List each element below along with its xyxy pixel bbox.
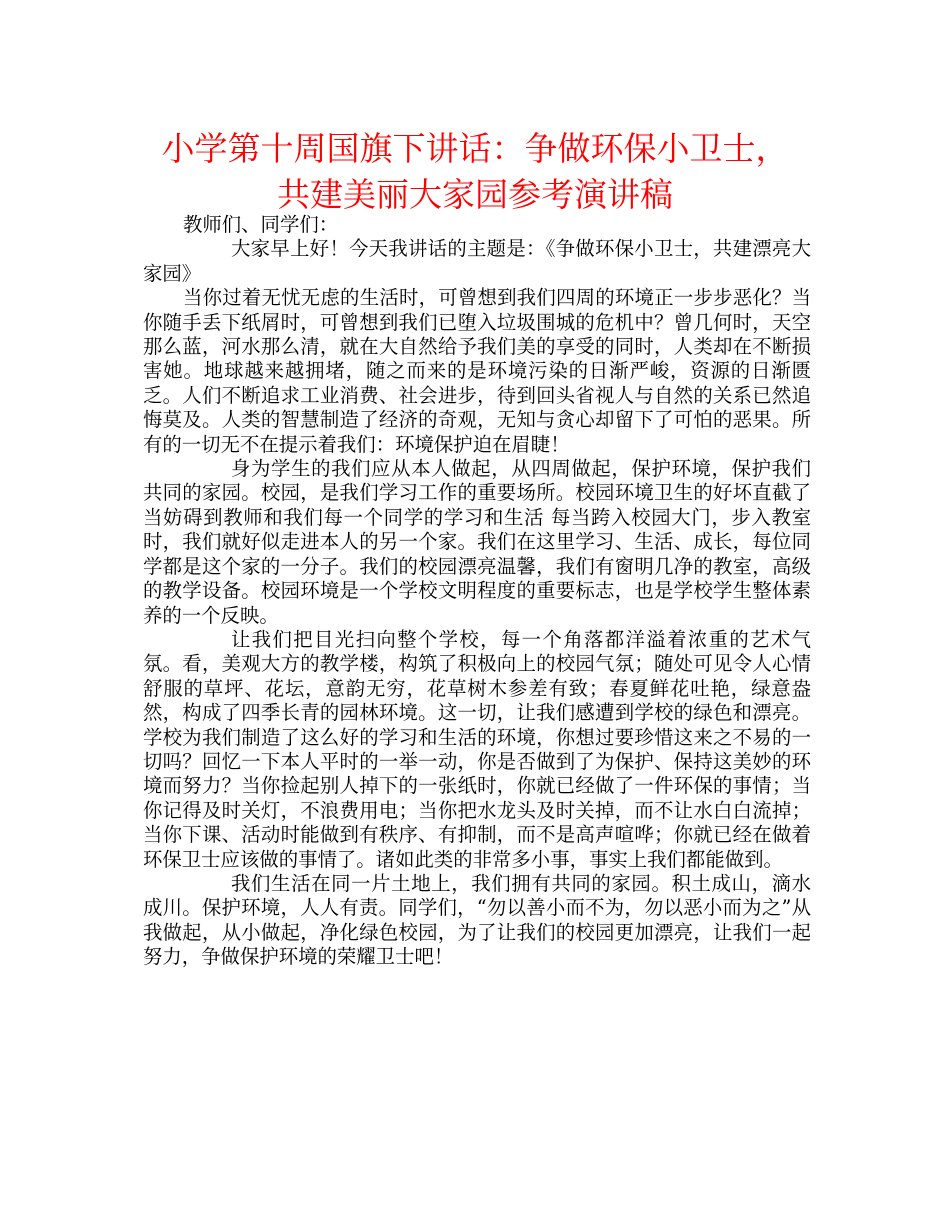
document-title-line-2: 共建美丽大家园参考演讲稿 [277, 175, 673, 214]
greeting-line: 教师们、同学们： [183, 213, 339, 236]
paragraph-environment-crisis: 当你过着无忧无虑的生活时，可曾想到我们四周的环境正一步步恶化？当你随手丢下纸屑时，可曾想到我们已堕入垃圾围城的危机中？曾几何时，天空那么蓝，河水那么清，就在大自然给予我们美的享受的同时，人类却在不断损害她。地球越来越拥堵，随之而来的是环境污染的日渐严峻，资源的日渐匮乏。人们不断追求工业消费、社会进步，待到回头省视人与自然的关系已然追悔莫及。人类的智慧制造了经济的奇观，无知与贪心却留下了可怕的恶果。所有的一切无不在提示着我们：环境保护迫在眉睫！ [143, 286, 811, 456]
paragraph-campus-beauty: 让我们把目光扫向整个学校，每一个角落都洋溢着浓重的艺术气氛。看，美观大方的教学楼，构筑了积极向上的校园气氛；随处可见令人心情舒服的草坪、花坛，意韵无穷，花草树木参差有致；春夏鲜花吐艳，绿意盎然，构成了四季长青的园林环境。这一切，让我们感遭到学校的绿色和漂亮。学校为我们制造了这么好的学习和生活的环境，你想过要珍惜这来之不易的一切吗？回忆一下本人平时的一举一动，你是否做到了为保护、保持这美妙的环境而努力？当你捡起别人掉下的一张纸时，你就已经做了一件环保的事情；当你记得及时关灯，不浪费用电；当你把水龙头及时关掉，而不让水白白流掉；当你下课、活动时能做到有秩序、有抑制，而不是高声喧哗；你就已经在做着环保卫士应该做的事情了。诸如此类的非常多小事，事实上我们都能做到。 [143, 627, 811, 871]
paragraph-campus-home: 身为学生的我们应从本人做起，从四周做起，保护环境，保护我们共同的家园。校园，是我们学习工作的重要场所。校园环境卫生的好坏直截了当妨碍到教师和我们每一个同学的学习和生活 每当跨入校园大门，步入教室时，我们就好似走进本人的另一个家。我们在这里学习、生活、成长，每位同学都是这个家的一分子。我们的校园漂亮温馨，我们有窗明几净的教室，高级的教学设备。校园环境是一个学校文明程度的重要标志，也是学校学生整体素养的一个反映。 [143, 457, 811, 627]
speech-body [143, 213, 811, 970]
paragraph-opening: 大家早上好！今天我讲话的主题是：《争做环保小卫士，共建漂亮大家园》 [143, 237, 811, 285]
paragraph-call-to-action: 我们生活在同一片土地上，我们拥有共同的家园。积土成山，滴水成川。保护环境，人人有责。同学们，“勿以善小而不为，勿以恶小而为之”从我做起，从小做起，净化绿色校园，为了让我们的校园更加漂亮，让我们一起努力，争做保护环境的荣耀卫士吧！ [143, 871, 811, 969]
document-title-line-1: 小学第十周国旗下讲话：争做环保小卫士， [161, 129, 789, 168]
